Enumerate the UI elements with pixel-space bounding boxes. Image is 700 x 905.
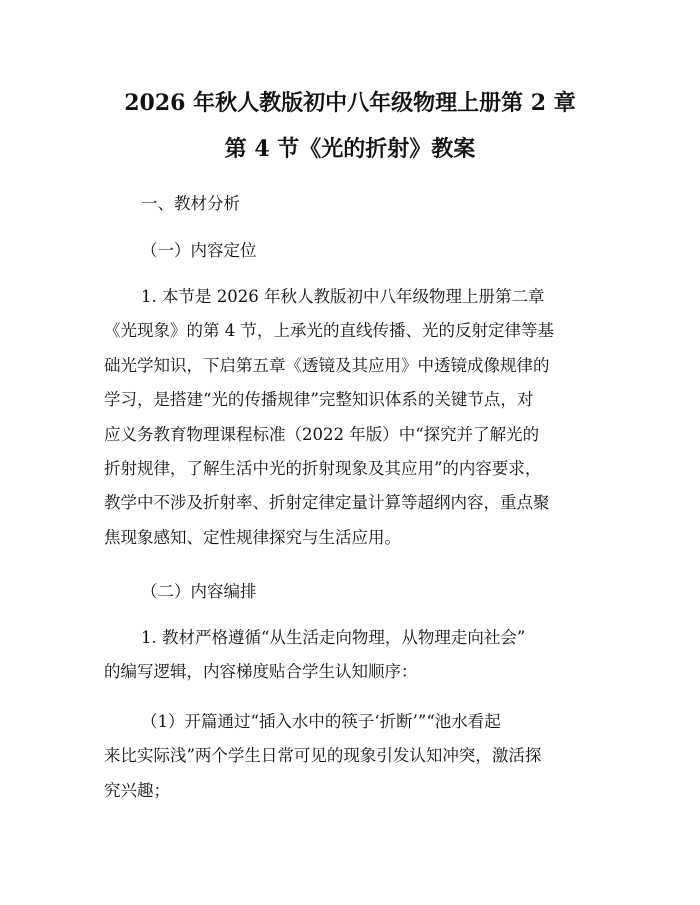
paragraph-line: 础光学知识，下启第五章《透镜及其应用》中透镜成像规律的	[104, 355, 550, 375]
document-title-line-2: 第 4 节《光的折射》教案	[224, 136, 476, 162]
section-heading-teaching-material-analysis: 一、教材分析	[141, 194, 240, 213]
paragraph-content-arrangement	[104, 621, 604, 690]
paragraph-line: 《光现象》的第 4 节，上承光的直线传播、光的反射定律等基	[104, 321, 554, 341]
paragraph-line: 应义务教育物理课程标准（2022 年版）中“探究并了解光的	[104, 424, 540, 444]
paragraph-line: 焦现象感知、定性规律探究与生活应用。	[104, 527, 401, 547]
subsection-heading-content-positioning: （一）内容定位	[141, 241, 257, 260]
paragraph-line: 1. 本节是 2026 年秋人教版初中八年级物理上册第二章	[141, 287, 545, 306]
paragraph-line: 1. 教材严格遵循“从生活走向物理，从物理走向社会”	[141, 628, 526, 647]
paragraph-line: 的编写逻辑，内容梯度贴合学生认知顺序：	[104, 662, 418, 682]
paragraph-line: 折射规律，了解生活中光的折射现象及其应用”的内容要求，	[104, 458, 542, 478]
subsection-heading-content-arrangement: （二）内容编排	[141, 582, 257, 601]
paragraph-line: 来比实际浅”两个学生日常可见的现象引发认知冲突，激活探	[104, 746, 542, 766]
paragraph-content-positioning	[104, 280, 604, 555]
paragraph-line: 学习，是搭建“光的传播规律”完整知识体系的关键节点，对	[104, 390, 534, 410]
paragraph-line: 教学中不涉及折射率、折射定律定量计算等超纲内容，重点聚	[104, 493, 550, 513]
paragraph-arrangement-item-1	[104, 705, 604, 808]
document-title-line-1: 2026 年秋人教版初中八年级物理上册第 2 章	[124, 90, 576, 116]
paragraph-line: 究兴趣；	[104, 780, 170, 800]
paragraph-line: （1）开篇通过“插入水中的筷子‘折断’”“池水看起	[141, 712, 501, 731]
